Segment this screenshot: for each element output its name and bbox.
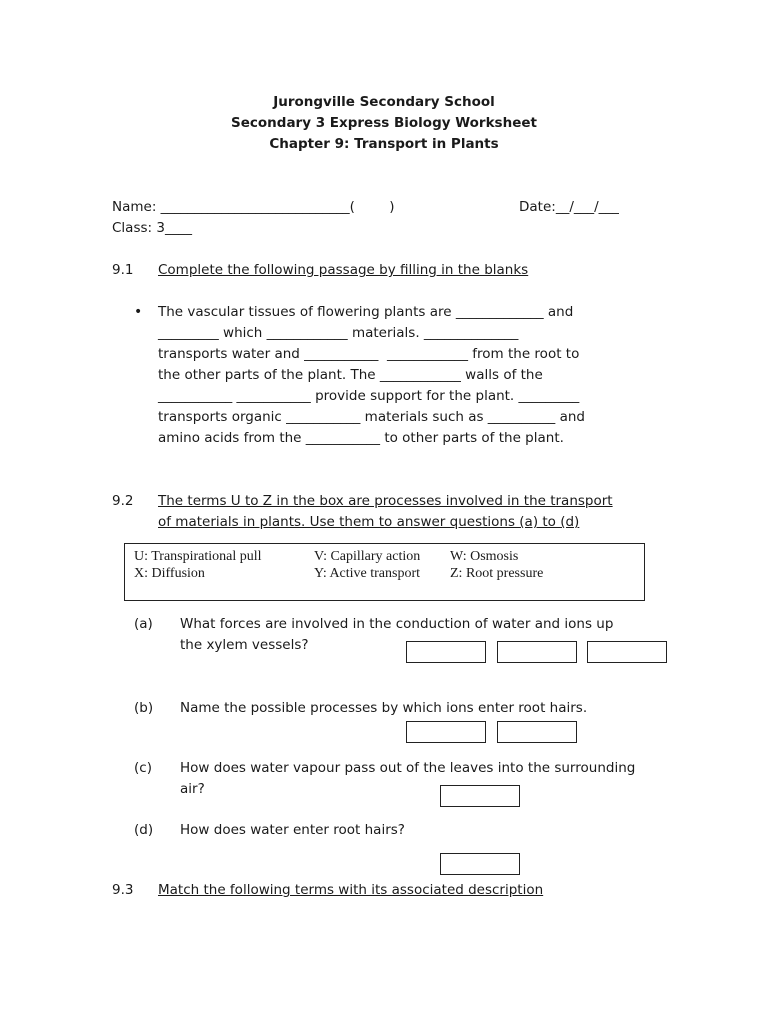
terms-box <box>124 543 645 601</box>
section-9-2-number: 9.2 <box>112 493 134 509</box>
question-b-label: (b) <box>134 700 154 716</box>
name-field: Name: ____________________________( ) <box>112 199 395 215</box>
answer-box-b2[interactable] <box>497 721 577 743</box>
question-c-label: (c) <box>134 760 152 776</box>
question-d-text: How does water enter root hairs? <box>180 822 405 838</box>
school-name: Jurongville Secondary School <box>273 94 495 110</box>
answer-box-c[interactable] <box>440 785 520 807</box>
term-w: W: Osmosis <box>450 549 519 564</box>
answer-box-a1[interactable] <box>406 641 486 663</box>
question-a-text-line1: What forces are involved in the conduction of water and ions up <box>180 616 614 632</box>
term-z: Z: Root pressure <box>450 566 544 581</box>
passage-line: the other parts of the plant. The ____________ walls of the <box>158 367 543 383</box>
date-field: Date:__/___/___ <box>519 199 619 215</box>
passage-line: amino acids from the ___________ to other parts of the plant. <box>158 430 564 446</box>
passage-line: _________ which ____________ materials. ______________ <box>158 325 519 341</box>
class-field: Class: 3____ <box>112 220 192 236</box>
passage-line: The vascular tissues of flowering plants are _____________ and <box>158 304 574 320</box>
answer-box-a2[interactable] <box>497 641 577 663</box>
question-a-label: (a) <box>134 616 153 632</box>
term-u: U: Transpirational pull <box>134 549 262 564</box>
question-c-text-line1: How does water vapour pass out of the leaves into the surrounding <box>180 760 636 776</box>
term-y: Y: Active transport <box>314 566 421 581</box>
section-9-3-instruction: Match the following terms with its associated description <box>158 882 544 898</box>
question-c-text-line2: air? <box>180 781 205 797</box>
chapter-title: Chapter 9: Transport in Plants <box>269 136 499 152</box>
passage-line: transports organic ___________ materials such as __________ and <box>158 409 585 425</box>
section-9-2-instruction-line1: The terms U to Z in the box are processes involved in the transport <box>158 493 613 509</box>
bullet-icon: • <box>134 304 143 320</box>
passage-line: transports water and ___________ ____________ from the root to <box>158 346 580 362</box>
question-b-text: Name the possible processes by which ions enter root hairs. <box>180 700 588 716</box>
section-9-2-instruction-line2: of materials in plants. Use them to answer questions (a) to (d) <box>158 514 580 530</box>
section-9-1-instruction: Complete the following passage by filling in the blanks <box>158 262 529 278</box>
term-x: X: Diffusion <box>134 566 205 581</box>
section-9-1-number: 9.1 <box>112 262 134 278</box>
worksheet-title: Secondary 3 Express Biology Worksheet <box>231 115 537 131</box>
answer-box-d[interactable] <box>440 853 520 875</box>
question-d-label: (d) <box>134 822 154 838</box>
answer-box-a3[interactable] <box>587 641 667 663</box>
question-a-text-line2: the xylem vessels? <box>180 637 309 653</box>
answer-box-b1[interactable] <box>406 721 486 743</box>
term-v: V: Capillary action <box>314 549 421 564</box>
section-9-3-number: 9.3 <box>112 882 134 898</box>
passage-line: ___________ ___________ provide support for the plant. _________ <box>158 388 580 404</box>
